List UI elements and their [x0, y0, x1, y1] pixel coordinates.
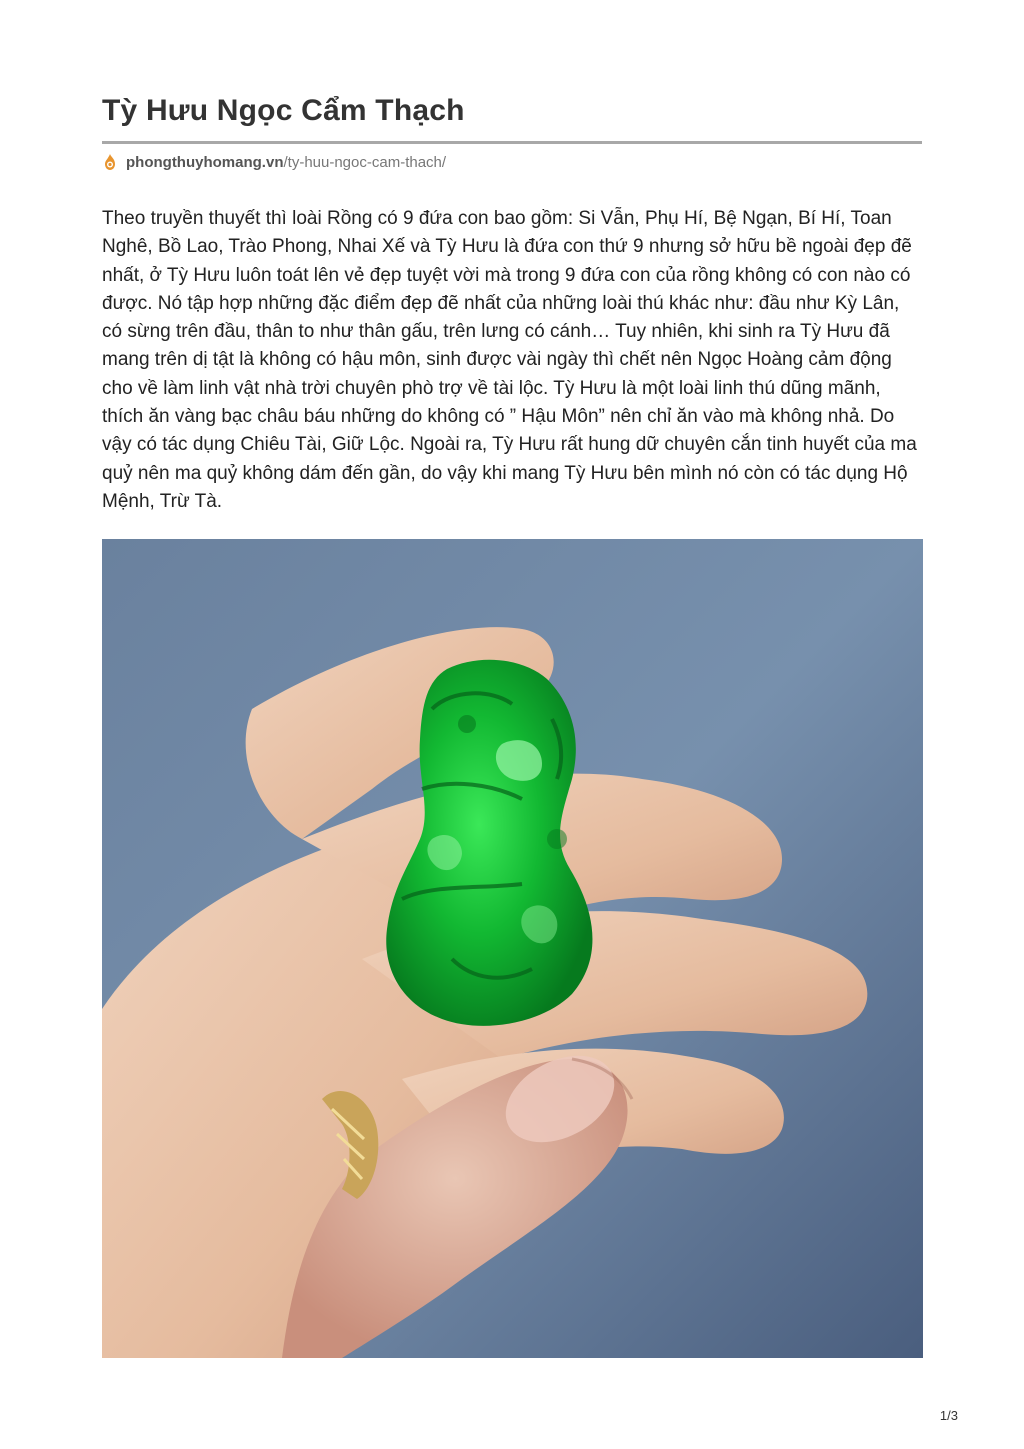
jade-pixiu-photo [102, 539, 923, 1358]
article-body: Theo truyền thuyết thì loài Rồng có 9 đứa con bao gồm: Si Vẫn, Phụ Hí, Bệ Ngạn, Bí Hí, Toan Nghê, Bồ Lao, Trào Phong, Nhai Xế và Tỳ Hưu là đứa con thứ 9 nhưng sở hữu bề ngoài đẹp đẽ nhất, ở Tỳ Hưu luôn toát lên vẻ đẹp tuyệt vời mà trong 9 đứa con của rồng không có con nào có được. Nó tập hợp những đặc điểm đẹp đẽ nhất của những loài thú khác như: đầu như Kỳ Lân, có sừng trên đầu, thân to như thân gấu, trên lưng có cánh… Tuy nhiên, khi sinh ra Tỳ Hưu đã mang trên dị tật là không có hậu môn, sinh được vài ngày thì chết nên Ngọc Hoàng cảm động cho về làm linh vật nhà trời chuyên phò trợ về tài lộc. Tỳ Hưu là một loài linh thú dũng mãnh, thích ăn vàng bạc châu báu những do không có ” Hậu Môn” nên chỉ ăn vào mà không nhả. Do vậy có tác dụng Chiêu Tài, Giữ Lộc. Ngoài ra, Tỳ Hưu rất hung dữ chuyên cắn tinh huyết của ma quỷ nên ma quỷ không dám đến gần, do vậy khi mang Tỳ Hưu bên mình nó còn có tác dụng Hộ Mệnh, Trừ Tà. [102, 208, 917, 512]
page-number: 1/3 [939, 1408, 958, 1423]
source-domain: phongthuyhomang.vn [126, 153, 284, 171]
source-path: /ty-huu-ngoc-cam-thach/ [283, 153, 447, 171]
site-favicon-icon [102, 153, 118, 171]
article-title: Tỳ Hưu Ngọc Cẩm Thạch [102, 94, 465, 127]
source-line [102, 152, 446, 172]
title-divider [102, 141, 922, 144]
source-link[interactable] [126, 154, 446, 171]
